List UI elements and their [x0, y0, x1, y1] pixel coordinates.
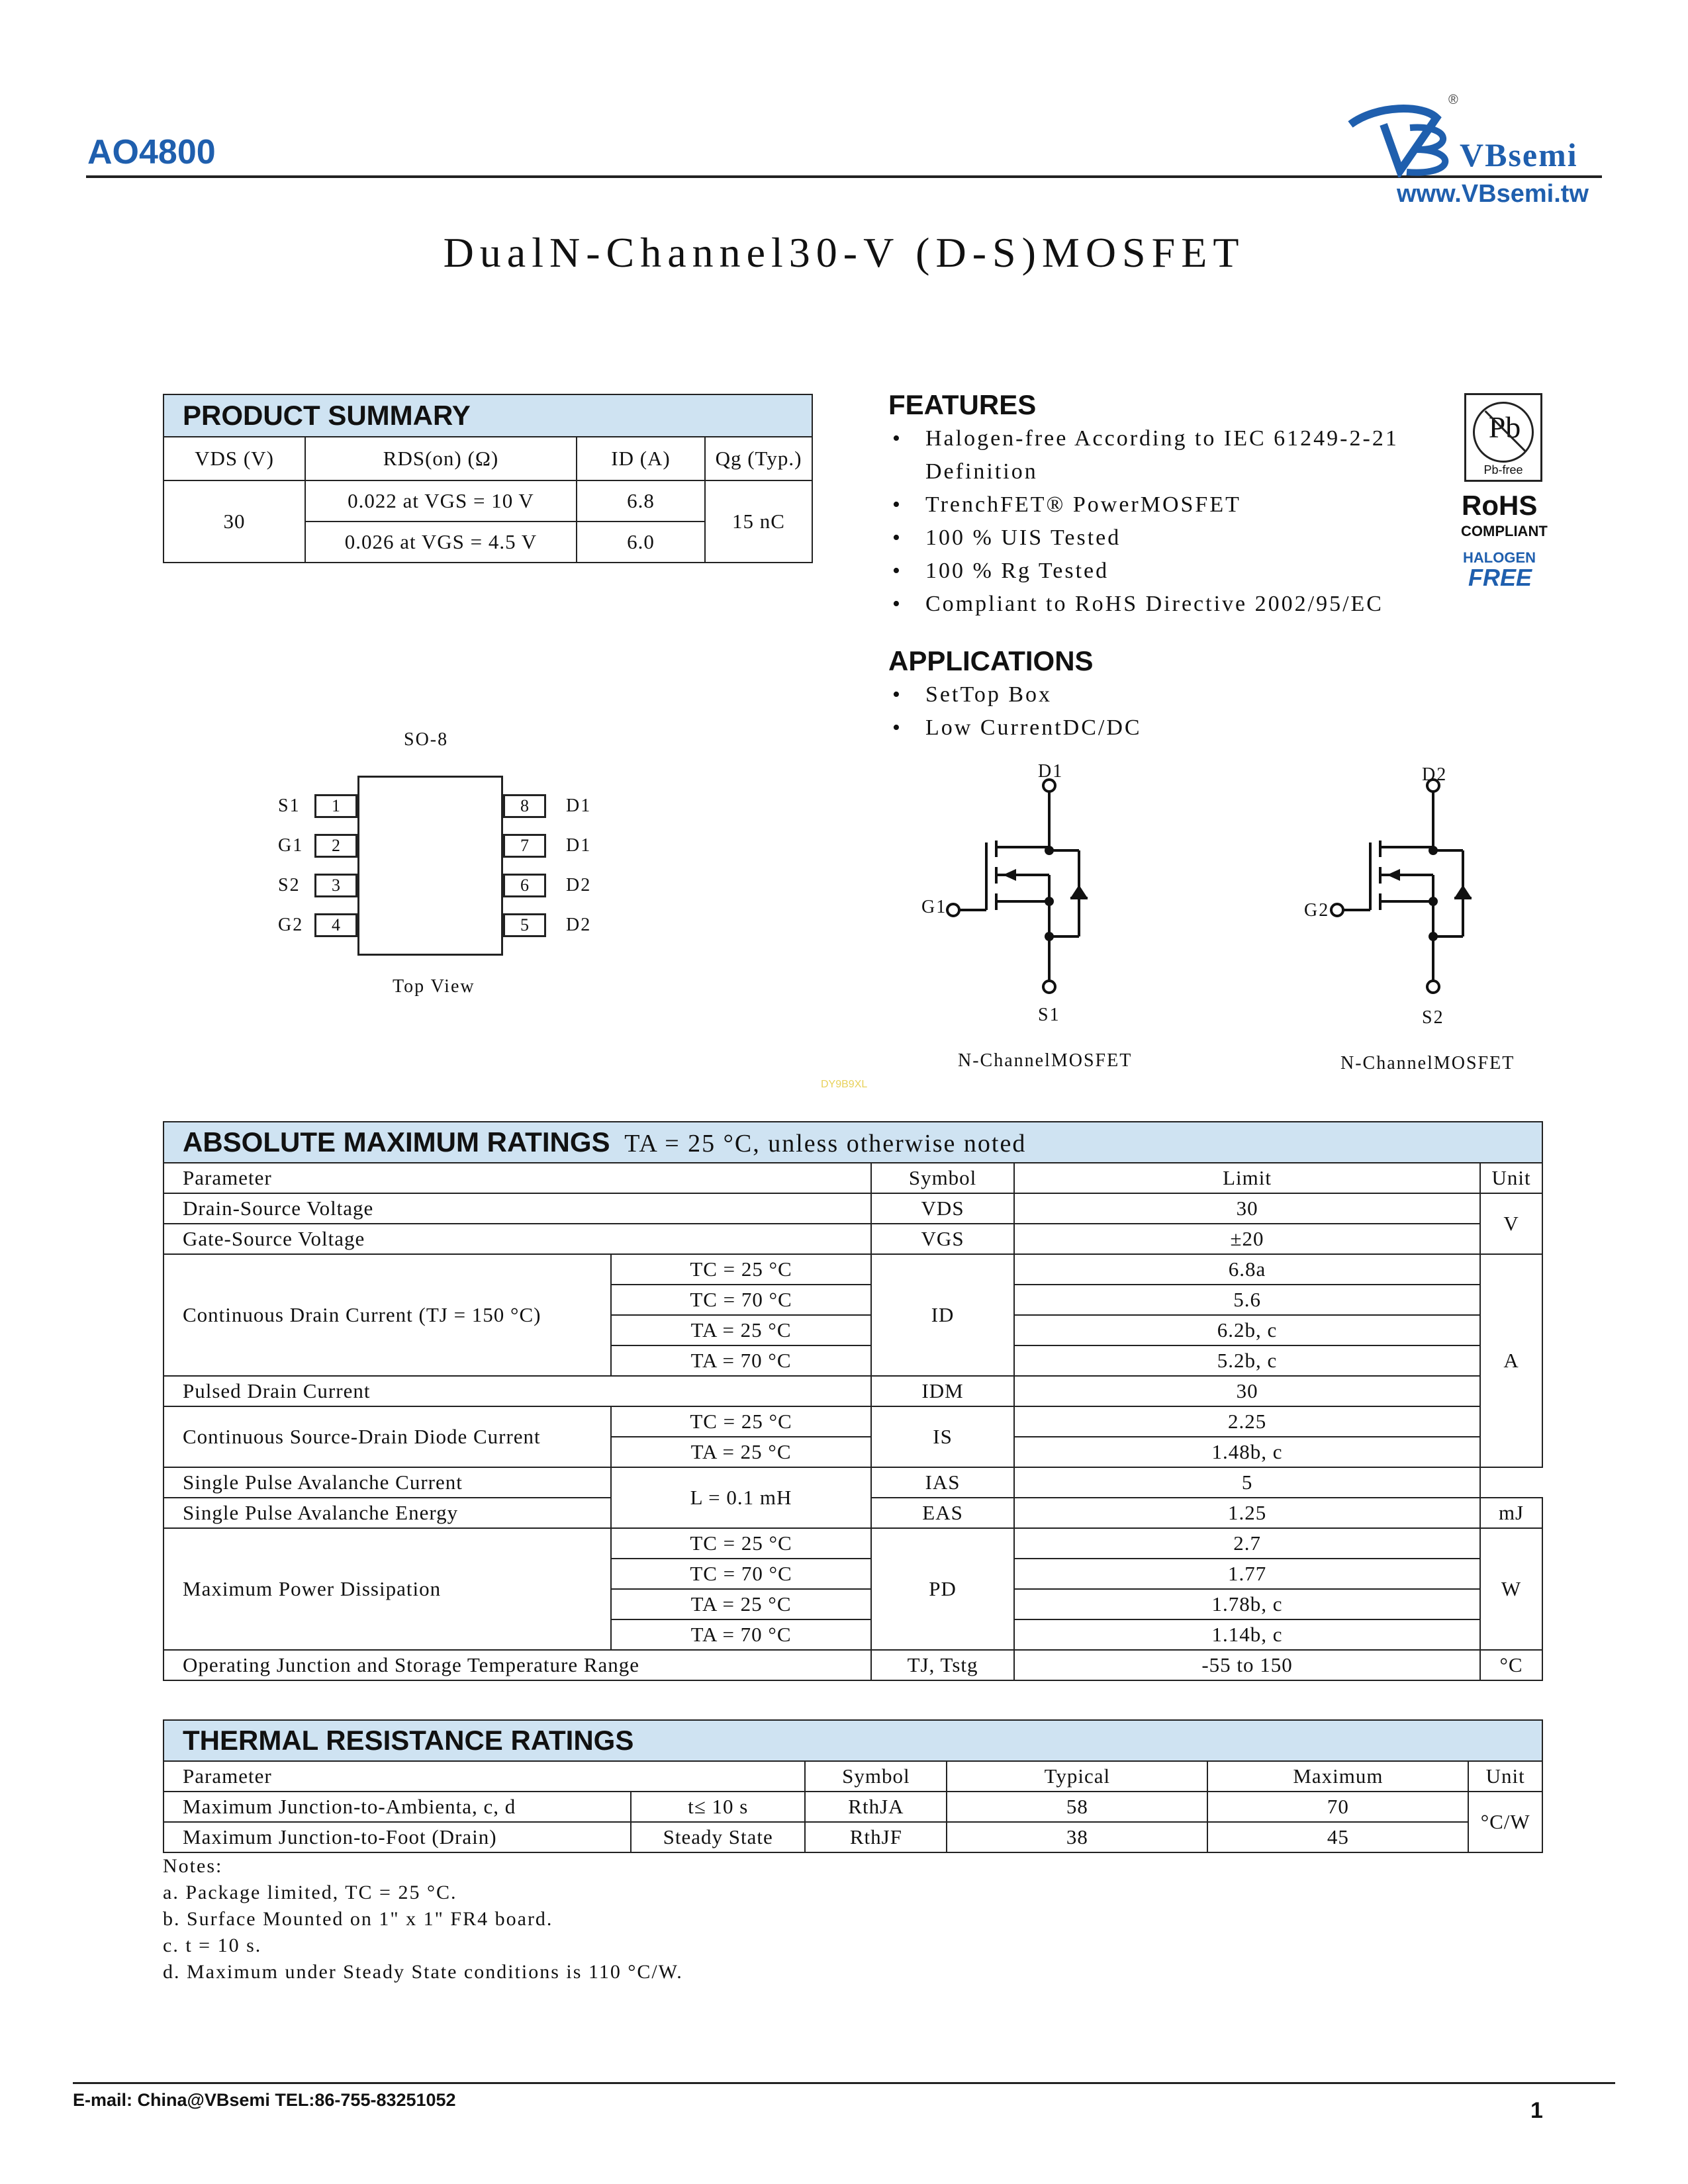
- mosfet-gate-label: G1: [921, 897, 947, 917]
- list-item: • SetTop Box: [888, 678, 1431, 711]
- am-header-symbol: Symbol: [871, 1163, 1014, 1193]
- table-row-condition: TA = 25 °C: [611, 1589, 871, 1619]
- package-view-label: Top View: [393, 976, 475, 997]
- pin-label: D2: [566, 875, 592, 895]
- list-item: • TrenchFET® PowerMOSFET: [888, 488, 1431, 522]
- table-row-param: Continuous Source-Drain Diode Current: [164, 1406, 611, 1467]
- pin-number: 2: [314, 834, 357, 858]
- package-name: SO-8: [404, 729, 449, 750]
- table-row-symbol: VGS: [871, 1224, 1014, 1254]
- table-row-limit: 6.2b, c: [1014, 1315, 1480, 1345]
- table-row-param: Maximum Power Dissipation: [164, 1528, 611, 1650]
- am-header-parameter: Parameter: [164, 1163, 871, 1193]
- pb-symbol: Pb: [1488, 410, 1521, 444]
- table-row-limit: 30: [1014, 1193, 1480, 1224]
- pin-label: G2: [278, 915, 304, 935]
- notes-heading: Notes:: [163, 1855, 223, 1877]
- page-title: DualN-Channel30-V (D-S)MOSFET: [443, 229, 1245, 276]
- table-row-symbol: VDS: [871, 1193, 1014, 1224]
- mosfet-caption: N-ChannelMOSFET: [958, 1050, 1133, 1071]
- pin-number: 1: [314, 794, 357, 818]
- table-row-symbol: IDM: [871, 1376, 1014, 1406]
- product-summary-table: [163, 436, 813, 563]
- table-row-limit: 5.6: [1014, 1285, 1480, 1315]
- table-row-limit: 5.2b, c: [1014, 1345, 1480, 1376]
- notes: [163, 1853, 683, 1985]
- mosfet-2-symbol-icon: [1297, 778, 1496, 1003]
- ps-col-id: ID (A): [577, 437, 705, 480]
- table-row-symbol: EAS: [871, 1498, 1014, 1528]
- table-row-param: Gate-Source Voltage: [164, 1224, 871, 1254]
- table-row-limit: ±20: [1014, 1224, 1480, 1254]
- table-row-condition: TC = 25 °C: [611, 1254, 871, 1285]
- mosfet-drain-label: D2: [1422, 764, 1448, 785]
- table-row-maximum: 45: [1207, 1822, 1468, 1852]
- note-item: c. t = 10 s.: [163, 1934, 262, 1956]
- table-row-param: Operating Junction and Storage Temperature Range: [164, 1650, 871, 1680]
- table-row-symbol: RthJA: [805, 1792, 947, 1822]
- table-row-condition: TC = 25 °C: [611, 1406, 871, 1437]
- table-row-unit: W: [1480, 1528, 1542, 1650]
- mosfet-caption: N-ChannelMOSFET: [1340, 1053, 1515, 1073]
- package-body: [357, 776, 503, 956]
- table-row-unit: mJ: [1480, 1498, 1542, 1528]
- note-item: a. Package limited, TC = 25 °C.: [163, 1882, 457, 1903]
- pin-number: 3: [314, 874, 357, 897]
- table-row-condition: TA = 70 °C: [611, 1619, 871, 1650]
- ps-rds-value: 0.026 at VGS = 4.5 V: [305, 522, 577, 563]
- table-row-param: Drain-Source Voltage: [164, 1193, 871, 1224]
- table-row-limit: 1.78b, c: [1014, 1589, 1480, 1619]
- pin-label: G1: [278, 835, 304, 856]
- ps-qg-value: 15 nC: [705, 480, 812, 563]
- list-item: • 100 % Rg Tested: [888, 555, 1431, 588]
- table-row-symbol: ID: [871, 1254, 1014, 1376]
- features-list: [888, 422, 1431, 621]
- halogen-free-label: FREE: [1468, 564, 1532, 591]
- table-row-typical: 38: [947, 1822, 1207, 1852]
- pb-free-label: Pb-free: [1483, 463, 1523, 477]
- table-row-limit: 1.77: [1014, 1559, 1480, 1589]
- website-link[interactable]: www.VBsemi.tw: [1397, 180, 1589, 208]
- tr-header-parameter: Parameter: [164, 1761, 805, 1792]
- list-item: • Halogen-free According to IEC 61249-2-21 Definition: [888, 422, 1431, 488]
- page-number: 1: [1530, 2098, 1543, 2123]
- ps-id-value: 6.0: [577, 522, 705, 563]
- abs-max-heading-band: [163, 1121, 1543, 1163]
- ps-id-value: 6.8: [577, 480, 705, 522]
- abs-max-heading: ABSOLUTE MAXIMUM RATINGS: [183, 1126, 610, 1158]
- thermal-table: [163, 1760, 1543, 1853]
- thermal-heading: THERMAL RESISTANCE RATINGS: [163, 1719, 1543, 1762]
- pin-number: 7: [503, 834, 546, 858]
- applications-list: [888, 678, 1431, 745]
- table-row-unit: A: [1480, 1254, 1542, 1467]
- table-row-param: Maximum Junction-to-Foot (Drain): [164, 1822, 631, 1852]
- table-row-condition: TC = 70 °C: [611, 1559, 871, 1589]
- abs-max-condition: TA = 25 °C, unless otherwise noted: [624, 1130, 1027, 1158]
- pb-free-badge: [1464, 393, 1542, 482]
- footer-contact: E-mail: China@VBsemi TEL:86-755-83251052: [73, 2090, 456, 2110]
- pin-label: D1: [566, 796, 592, 816]
- tr-header-symbol: Symbol: [805, 1761, 947, 1792]
- ps-vds-value: 30: [164, 480, 305, 563]
- brand-name: VBsemi: [1460, 136, 1578, 173]
- pin-label: D2: [566, 915, 592, 935]
- vbsemi-logo-icon: [1337, 98, 1463, 177]
- table-row-limit: 1.14b, c: [1014, 1619, 1480, 1650]
- table-row-symbol: IAS: [871, 1467, 1014, 1498]
- pin-label: S2: [278, 875, 301, 895]
- am-header-limit: Limit: [1014, 1163, 1480, 1193]
- ps-col-vds: VDS (V): [164, 437, 305, 480]
- table-row-limit: 5: [1014, 1467, 1480, 1498]
- pin-label: D1: [566, 835, 592, 856]
- halogen-label: HALOGEN: [1463, 549, 1536, 566]
- table-row-condition: TA = 70 °C: [611, 1345, 871, 1376]
- table-row-symbol: IS: [871, 1406, 1014, 1467]
- table-row-param: Continuous Drain Current (TJ = 150 °C): [164, 1254, 611, 1376]
- list-item: • Compliant to RoHS Directive 2002/95/EC: [888, 588, 1431, 621]
- tr-header-unit: Unit: [1468, 1761, 1542, 1792]
- table-row-param: Single Pulse Avalanche Current: [164, 1467, 611, 1498]
- table-row-unit: V: [1480, 1193, 1542, 1254]
- table-row-maximum: 70: [1207, 1792, 1468, 1822]
- pin-label: S1: [278, 796, 301, 816]
- table-row-condition: t≤ 10 s: [631, 1792, 805, 1822]
- pin-number: 6: [503, 874, 546, 897]
- pin-number: 5: [503, 913, 546, 937]
- watermark: DY9B9XL: [821, 1079, 868, 1090]
- pin-number: 8: [503, 794, 546, 818]
- table-row-typical: 58: [947, 1792, 1207, 1822]
- mosfet-gate-label: G2: [1304, 900, 1330, 921]
- ps-col-rds: RDS(on) (Ω): [305, 437, 577, 480]
- ps-col-qg: Qg (Typ.): [705, 437, 812, 480]
- footer-rule: [73, 2082, 1615, 2084]
- table-row-unit: °C/W: [1468, 1792, 1542, 1852]
- applications-heading: APPLICATIONS: [888, 645, 1094, 676]
- table-row-condition: TA = 25 °C: [611, 1437, 871, 1467]
- table-row-limit: 1.48b, c: [1014, 1437, 1480, 1467]
- table-row-param: Pulsed Drain Current: [164, 1376, 871, 1406]
- part-number: AO4800: [87, 133, 216, 171]
- mosfet-drain-label: D1: [1038, 761, 1064, 782]
- table-row-limit: 2.7: [1014, 1528, 1480, 1559]
- table-row-limit: -55 to 150: [1014, 1650, 1480, 1680]
- pin-number: 4: [314, 913, 357, 937]
- list-item: • Low CurrentDC/DC: [888, 711, 1431, 745]
- table-row-condition: Steady State: [631, 1822, 805, 1852]
- rohs-label: RoHS: [1462, 490, 1538, 521]
- table-row-limit: 6.8a: [1014, 1254, 1480, 1285]
- table-row-symbol: TJ, Tstg: [871, 1650, 1014, 1680]
- registered-mark: ®: [1448, 93, 1458, 107]
- ps-rds-value: 0.022 at VGS = 10 V: [305, 480, 577, 522]
- table-row-unit: °C: [1480, 1650, 1542, 1680]
- table-row-symbol: RthJF: [805, 1822, 947, 1852]
- table-row-condition: TC = 70 °C: [611, 1285, 871, 1315]
- table-row-limit: 1.25: [1014, 1498, 1480, 1528]
- table-row-limit: 2.25: [1014, 1406, 1480, 1437]
- mosfet-source-label: S2: [1422, 1007, 1444, 1028]
- product-summary-heading: PRODUCT SUMMARY: [163, 394, 813, 437]
- table-row-condition: L = 0.1 mH: [611, 1467, 871, 1528]
- list-item: • 100 % UIS Tested: [888, 522, 1431, 555]
- mosfet-1-symbol-icon: [914, 778, 1112, 1003]
- note-item: b. Surface Mounted on 1" x 1" FR4 board.: [163, 1908, 553, 1930]
- table-row-condition: TC = 25 °C: [611, 1528, 871, 1559]
- tr-header-typical: Typical: [947, 1761, 1207, 1792]
- tr-header-maximum: Maximum: [1207, 1761, 1468, 1792]
- table-row-condition: TA = 25 °C: [611, 1315, 871, 1345]
- am-header-unit: Unit: [1480, 1163, 1542, 1193]
- table-row-symbol: PD: [871, 1528, 1014, 1650]
- mosfet-source-label: S1: [1038, 1005, 1060, 1025]
- abs-max-table: [163, 1162, 1543, 1681]
- rohs-compliant-label: COMPLIANT: [1461, 523, 1548, 539]
- features-heading: FEATURES: [888, 389, 1037, 420]
- note-item: d. Maximum under Steady State conditions is 110 °C/W.: [163, 1961, 683, 1983]
- table-row-limit: 30: [1014, 1376, 1480, 1406]
- table-row-param: Single Pulse Avalanche Energy: [164, 1498, 611, 1528]
- table-row-param: Maximum Junction-to-Ambienta, c, d: [164, 1792, 631, 1822]
